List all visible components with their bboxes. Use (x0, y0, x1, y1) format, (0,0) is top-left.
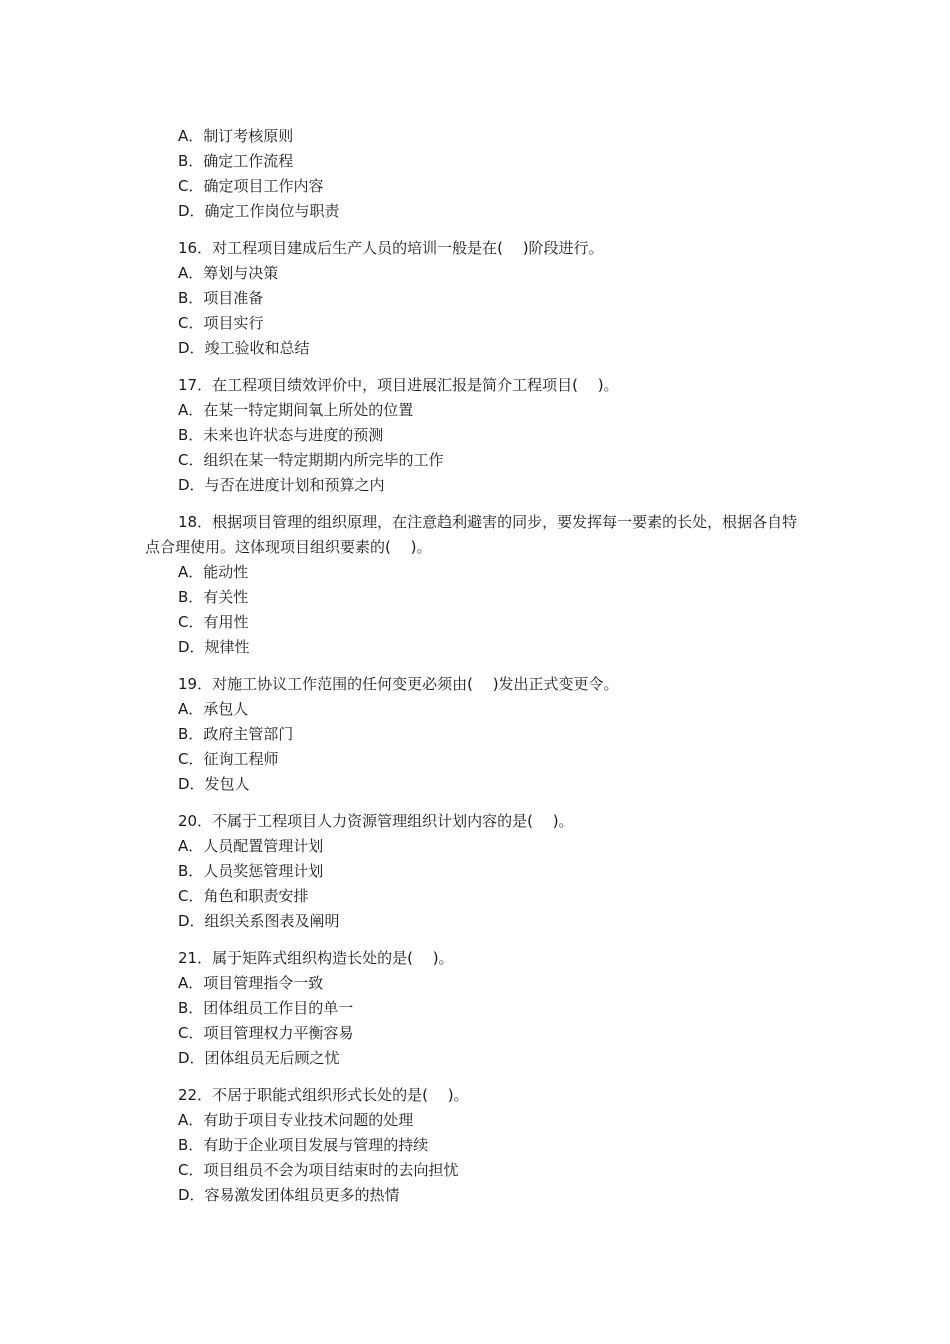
option-b: B．项目准备 (178, 289, 264, 307)
option-c: C．项目管理权力平衡容易 (178, 1024, 354, 1042)
option-a: A．在某一特定期间氧上所处的位置 (178, 401, 414, 419)
option-c: C．有用性 (178, 613, 249, 631)
question-block-18 (145, 510, 810, 660)
option-d: D．容易激发团体组员更多的热情 (178, 1186, 400, 1204)
option-d: D．团体组员无后顾之忧 (178, 1049, 340, 1067)
option-a: A．制订考核原则 (178, 127, 294, 145)
question-block-21 (145, 946, 810, 1071)
option-b: B．政府主管部门 (178, 725, 294, 743)
option-a: A．人员配置管理计划 (178, 837, 324, 855)
question-text: 22．不居于职能式组织形式长处的是( )。 (178, 1086, 469, 1104)
option-c: C．项目组员不会为项目结束时的去向担忧 (178, 1161, 459, 1179)
option-c: C．确定项目工作内容 (178, 177, 324, 195)
option-b: B．确定工作流程 (178, 152, 294, 170)
option-a: A．项目管理指令一致 (178, 974, 324, 992)
question-text: 16．对工程项目建成后生产人员的培训一般是在( )阶段进行。 (178, 239, 604, 257)
question-text: 19．对施工协议工作范围的任何变更必须由( )发出正式变更令。 (178, 675, 619, 693)
question-text: 20．不属于工程项目人力资源管理组织计划内容的是( )。 (178, 812, 574, 830)
option-d: D．与否在进度计划和预算之内 (178, 476, 385, 494)
option-a: A．筹划与决策 (178, 264, 279, 282)
option-a: A．有助于项目专业技术问题的处理 (178, 1111, 414, 1129)
question-block-15 (145, 124, 810, 224)
option-a: A．能动性 (178, 563, 249, 581)
option-d: D．组织关系图表及阐明 (178, 912, 340, 930)
option-d: D．发包人 (178, 775, 250, 793)
option-c: C．组织在某一特定期期内所完毕的工作 (178, 451, 444, 469)
option-b: B．团体组员工作目的单一 (178, 999, 354, 1017)
question-list (145, 124, 810, 1208)
option-b: B．未来也许状态与进度的预测 (178, 426, 384, 444)
option-a: A．承包人 (178, 700, 249, 718)
question-block-16 (145, 236, 810, 361)
option-b: B．有关性 (178, 588, 249, 606)
option-d: D．确定工作岗位与职责 (178, 202, 340, 220)
question-block-17 (145, 373, 810, 498)
option-d: D．竣工验收和总结 (178, 339, 310, 357)
question-block-22 (145, 1083, 810, 1208)
option-c: C．角色和职责安排 (178, 887, 309, 905)
option-b: B．有助于企业项目发展与管理的持续 (178, 1136, 429, 1154)
option-c: C．项目实行 (178, 314, 264, 332)
question-text: 18．根据项目管理的组织原理，在注意趋利避害的同步，要发挥每一要素的长处，根据各自特点合理使用。这体现项目组织要素的( )。 (145, 513, 798, 556)
option-c: C．征询工程师 (178, 750, 279, 768)
option-b: B．人员奖惩管理计划 (178, 862, 324, 880)
option-d: D．规律性 (178, 638, 250, 656)
question-block-20 (145, 809, 810, 934)
question-text: 21．属于矩阵式组织构造长处的是( )。 (178, 949, 454, 967)
question-block-19 (145, 672, 810, 797)
question-text: 17．在工程项目绩效评价中，项目进展汇报是简介工程项目( )。 (178, 376, 619, 394)
